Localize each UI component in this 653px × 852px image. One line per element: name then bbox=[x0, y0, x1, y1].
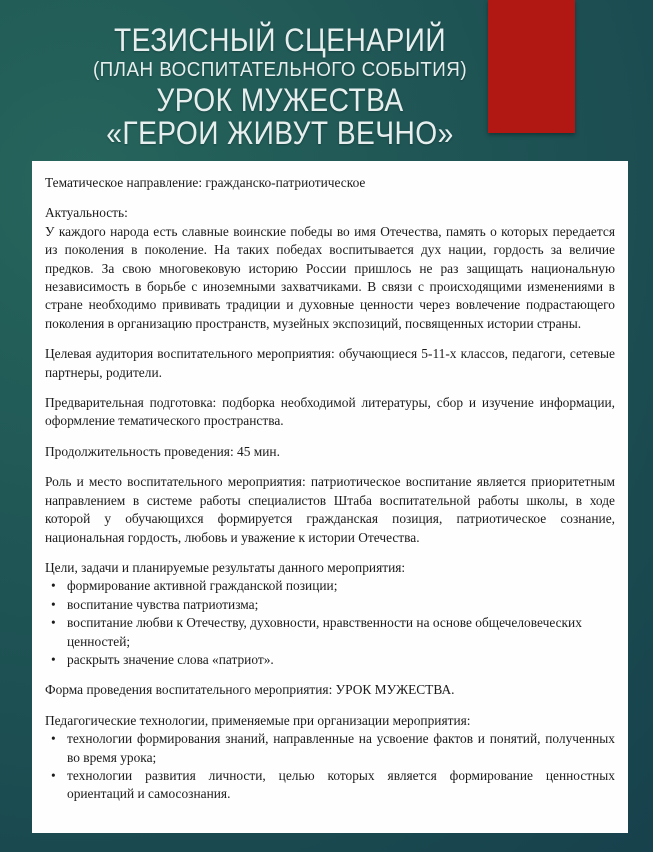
paragraph-relevance-text: У каждого народа есть славные воинские победы во имя Отечества, память о которых передается из поколения в поколение. На таких победах воспитывается дух нации, гордость за величие предков. За свою многовековую историю России пришлось не раз защищать национальную независимость в борьбе с иноземными захватчиками. В связи с происходящими изменениями в стране необходимо прививать традиции и духовные ценности через вовлечение подрастающего поколения в организацию пространств, музейных экспозиций, посвященных истории страны. bbox=[45, 223, 615, 331]
paragraph-target-audience: Целевая аудитория воспитательного мероприятия: обучающиеся 5-11-х классов, педагоги, сетевые партнеры, родители. bbox=[45, 346, 615, 380]
paragraph-goals bbox=[45, 559, 615, 669]
paragraph-preparation: Предварительная подготовка: подборка необходимой литературы, сбор и изучение информации, оформление тематического пространства. bbox=[45, 395, 615, 429]
goals-list bbox=[45, 577, 615, 669]
title-line-2: (ПЛАН ВОСПИТАТЕЛЬНОГО СОБЫТИЯ) bbox=[92, 59, 468, 81]
technologies-list-item: • технологии развития личности, целью которых является формирование ценностных ориентаций и самосознания. bbox=[45, 767, 615, 804]
paragraph-pedagogical-technologies bbox=[45, 712, 615, 804]
title-line-1: ТЕЗИСНЫЙ СЦЕНАРИЙ bbox=[113, 22, 447, 58]
goals-list-item: • формирование активной гражданской позиции; bbox=[45, 577, 615, 595]
technologies-list-item: • технологии формирования знаний, направленные на усвоение фактов и понятий, полученных во время урока; bbox=[45, 730, 615, 767]
title-line-3: УРОК МУЖЕСТВА bbox=[156, 82, 404, 118]
paragraph-relevance bbox=[45, 204, 615, 333]
paragraph-technologies-heading: Педагогические технологии, применяемые при организации мероприятия: bbox=[45, 712, 471, 728]
paragraph-duration: Продолжительность проведения: 45 мин. bbox=[45, 443, 280, 459]
goals-list-item: • воспитание чувства патриотизма; bbox=[45, 596, 615, 614]
paragraph-relevance-label: Актуальность: bbox=[45, 205, 128, 221]
goals-list-item: • воспитание любви к Отечеству, духовности, нравственности на основе общечеловеческих ценностей; bbox=[45, 614, 615, 651]
paragraph-event-form: Форма проведения воспитательного мероприятия: УРОК МУЖЕСТВА. bbox=[45, 682, 455, 698]
paragraph-goals-heading: Цели, задачи и планируемые результаты данного мероприятия: bbox=[45, 559, 406, 575]
content-card bbox=[32, 161, 628, 833]
paragraph-role-and-place: Роль и место воспитательного мероприятия: патриотическое воспитание является приоритетным направлением в системе работы специалистов Штаба воспитательной работы школы, в ходе которой у обучающихся формируется гражданская позиция, патриотическое сознание, национальная гордость, любовь и уважение к истории Отечества. bbox=[45, 474, 615, 545]
goals-list-item: • раскрыть значение слова «патриот». bbox=[45, 651, 615, 669]
slide-title bbox=[0, 24, 560, 150]
title-line-4: «ГЕРОИ ЖИВУТ ВЕЧНО» bbox=[106, 115, 454, 151]
paragraph-thematic-direction: Тематическое направление: гражданско-патриотическое bbox=[45, 175, 366, 190]
technologies-list bbox=[45, 730, 615, 804]
